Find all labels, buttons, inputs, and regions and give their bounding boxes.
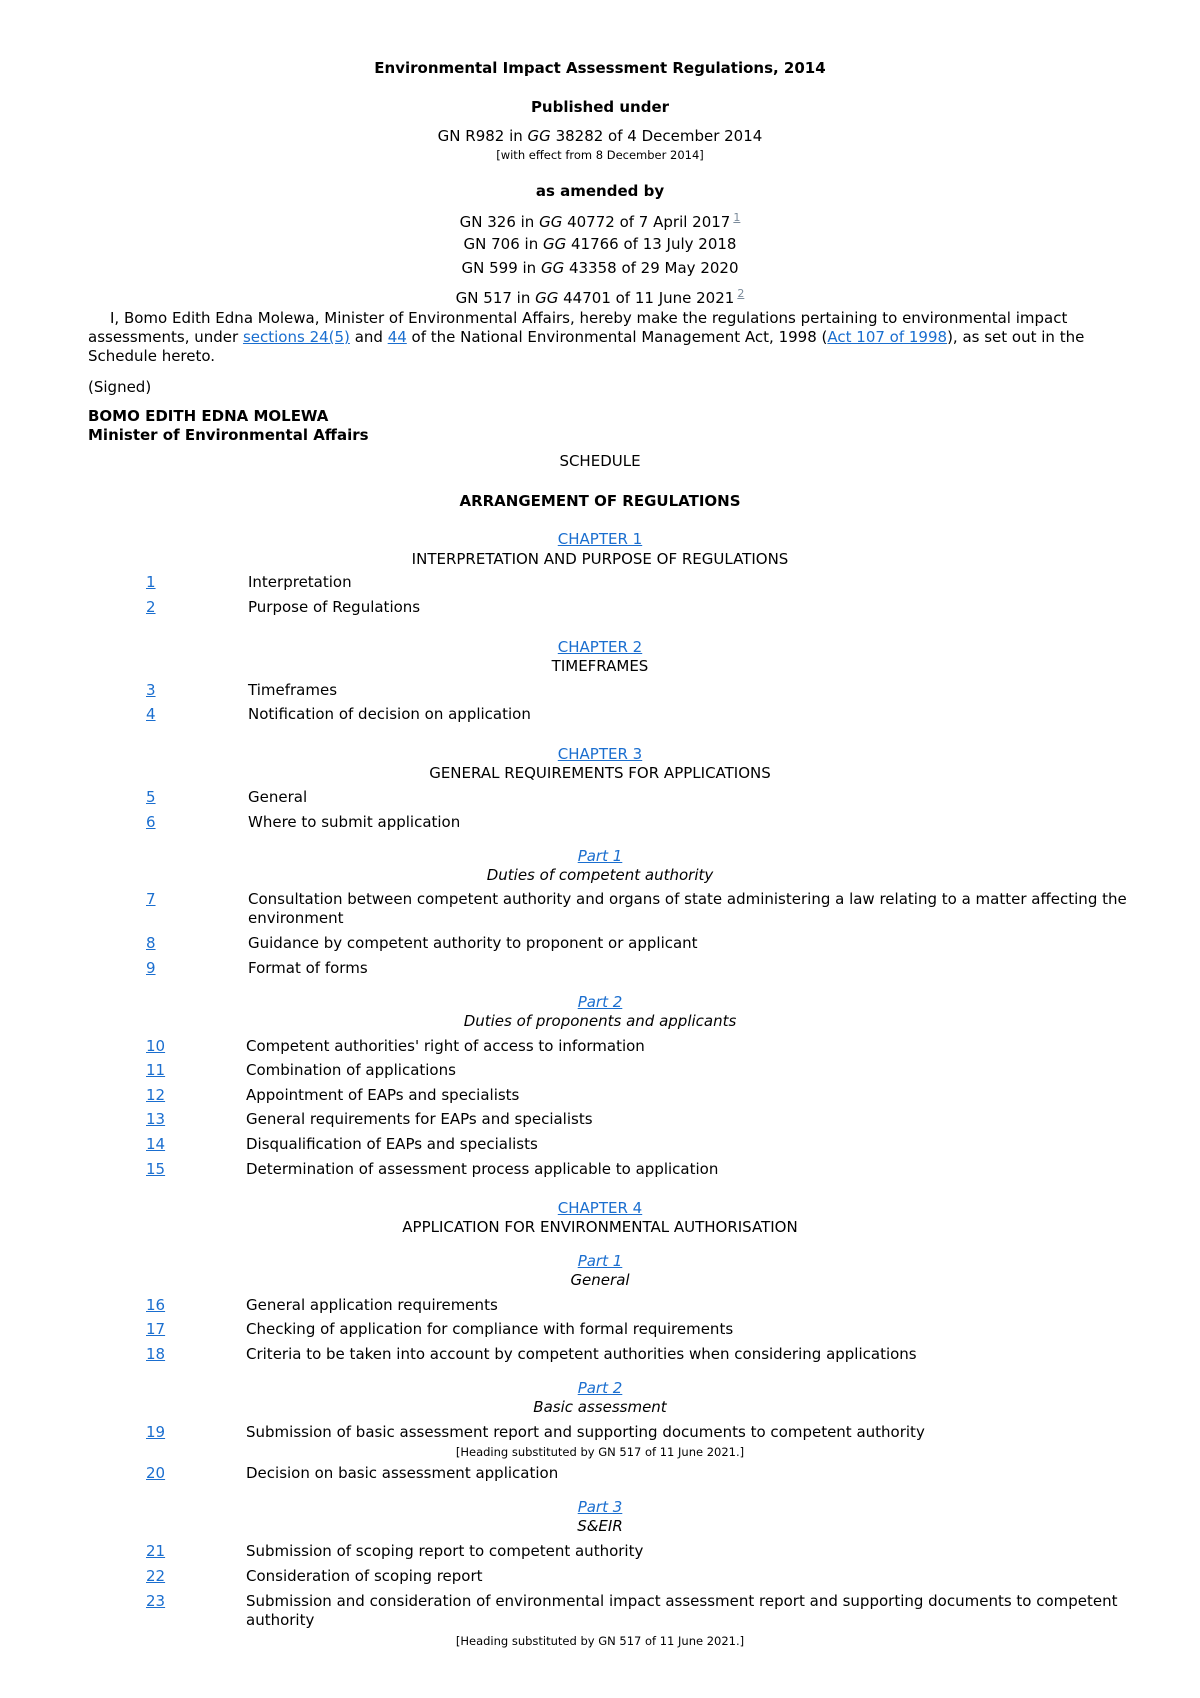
regulation-title: Competent authorities' right of access to information (246, 1037, 645, 1055)
regulation-title: Purpose of Regulations (248, 598, 421, 616)
regulation-title: Combination of applications (246, 1061, 456, 1079)
regulation-18-link[interactable]: 18 (146, 1345, 166, 1363)
signatory-title: Minister of Environmental Affairs (88, 426, 369, 444)
amendment-line: GN 706 in GG 41766 of 13 July 2018 (463, 235, 737, 253)
regulation-title: Submission of scoping report to competent authority (246, 1542, 644, 1560)
chapter-4-part-2-title: Basic assessment (533, 1398, 667, 1416)
toc-row (0, 1592, 1200, 1632)
regulation-title: Where to submit application (248, 813, 461, 831)
toc-row (0, 1086, 1200, 1106)
regulation-22-link[interactable]: 22 (146, 1567, 166, 1585)
amendment-line: GN 326 in GG 40772 of 7 April 2017 $^1$ (459, 211, 741, 231)
section-44-link[interactable]: 44 (387, 328, 407, 346)
amendment-line: GN 517 in GG 44701 of 11 June 2021 $^2$ (455, 287, 745, 307)
toc-row (0, 1135, 1200, 1155)
regulation-title: Guidance by competent authority to proponent or applicant (248, 934, 698, 952)
chapter-4-title: APPLICATION FOR ENVIRONMENTAL AUTHORISATION (402, 1218, 798, 1236)
chapter-1-link[interactable]: CHAPTER 1 (557, 530, 643, 548)
regulation-title: Interpretation (248, 573, 352, 591)
amended-heading: as amended by (535, 182, 665, 200)
regulation-17-link[interactable]: 17 (146, 1320, 166, 1338)
regulation-7-link[interactable]: 7 (146, 890, 156, 908)
regulation-title: Timeframes (248, 681, 338, 699)
regulation-15-link[interactable]: 15 (146, 1160, 166, 1178)
toc-row (0, 959, 1200, 979)
toc-row (0, 1037, 1200, 1057)
toc-row (0, 681, 1200, 701)
regulation-title: Submission of basic assessment report and supporting documents to competent authority (246, 1423, 925, 1441)
chapter-3-link[interactable]: CHAPTER 3 (557, 745, 643, 763)
chapter-3-part-2-title: Duties of proponents and applicants (463, 1012, 737, 1030)
regulation-9-link[interactable]: 9 (146, 959, 156, 977)
chapter-3-part-1-link[interactable]: Part 1 (577, 847, 623, 865)
heading-substitution-note: [Heading substituted by GN 517 of 11 June 2021.] (455, 1634, 745, 1648)
regulation-5-link[interactable]: 5 (146, 788, 156, 806)
regulation-3-link[interactable]: 3 (146, 681, 156, 699)
toc-row (0, 1423, 1200, 1443)
regulation-title: Format of forms (248, 959, 368, 977)
toc-row (0, 1345, 1200, 1365)
regulation-6-link[interactable]: 6 (146, 813, 156, 831)
regulation-11-link[interactable]: 11 (146, 1061, 166, 1079)
toc-row (0, 573, 1200, 593)
regulation-title: Consideration of scoping report (246, 1567, 483, 1585)
act-107-link[interactable]: Act 107 of 1998 (827, 328, 948, 346)
regulation-16-link[interactable]: 16 (146, 1296, 166, 1314)
toc-row (0, 705, 1200, 725)
chapter-4-part-1-title: General (570, 1271, 630, 1289)
regulation-21-link[interactable]: 21 (146, 1542, 166, 1560)
toc-row (0, 934, 1200, 954)
regulation-4-link[interactable]: 4 (146, 705, 156, 723)
toc-row (0, 1296, 1200, 1316)
regulation-10-link[interactable]: 10 (146, 1037, 166, 1055)
chapter-1-title: INTERPRETATION AND PURPOSE OF REGULATIONS (411, 550, 789, 568)
toc-row (0, 1160, 1200, 1180)
chapter-4-part-1-link[interactable]: Part 1 (577, 1252, 623, 1270)
regulation-2-link[interactable]: 2 (146, 598, 156, 616)
published-heading: Published under (530, 98, 670, 116)
chapter-3-part-1-title: Duties of competent authority (486, 866, 714, 884)
toc-row (0, 890, 1200, 930)
toc-row (0, 598, 1200, 618)
regulation-title: Appointment of EAPs and specialists (246, 1086, 520, 1104)
regulation-title: Disqualification of EAPs and specialists (246, 1135, 538, 1153)
regulation-title: General application requirements (246, 1296, 498, 1314)
gazette-line: GN R982 in GG 38282 of 4 December 2014 (437, 127, 763, 145)
regulation-19-link[interactable]: 19 (146, 1423, 166, 1441)
regulation-title: Criteria to be taken into account by competent authorities when considering applications (246, 1345, 917, 1363)
regulation-23-link[interactable]: 23 (146, 1592, 166, 1610)
arrangement-heading: ARRANGEMENT OF REGULATIONS (459, 492, 741, 510)
toc-row (0, 1110, 1200, 1130)
chapter-4-part-3-title: S&EIR (577, 1517, 623, 1535)
regulation-title: General requirements for EAPs and specialists (246, 1110, 593, 1128)
regulation-14-link[interactable]: 14 (146, 1135, 166, 1153)
toc-row (0, 1061, 1200, 1081)
regulation-title: General (248, 788, 308, 806)
preamble-paragraph: I, Bomo Edith Edna Molewa, Minister of Environmental Affairs, hereby make the regulations pertaining to environmental impact assessments, under sections 24(5) and 44 of the National Environmental Management Act, 1998 (Act 107 of 1998), as set out in the Schedule hereto. (88, 309, 1085, 365)
schedule-label: SCHEDULE (559, 452, 641, 470)
regulation-13-link[interactable]: 13 (146, 1110, 166, 1128)
document-title: Environmental Impact Assessment Regulations, 2014 (374, 59, 826, 77)
toc-row (0, 1320, 1200, 1340)
chapter-4-part-2-link[interactable]: Part 2 (577, 1379, 623, 1397)
toc-row (0, 1464, 1200, 1484)
chapter-2-title: TIMEFRAMES (551, 657, 649, 675)
regulation-title: Determination of assessment process applicable to application (246, 1160, 719, 1178)
chapter-2-link[interactable]: CHAPTER 2 (557, 638, 643, 656)
regulation-12-link[interactable]: 12 (146, 1086, 166, 1104)
regulation-1-link[interactable]: 1 (146, 573, 156, 591)
amendment-line: GN 599 in GG 43358 of 29 May 2020 (461, 259, 739, 277)
regulation-20-link[interactable]: 20 (146, 1464, 166, 1482)
toc-row (0, 1542, 1200, 1562)
footnote-link[interactable]: 1 (733, 211, 741, 224)
regulation-title: Consultation between competent authority and organs of state administering a law relating to a matter affecting the environment (248, 890, 1127, 927)
signed-note: (Signed) (88, 378, 152, 396)
regulation-title: Checking of application for compliance with formal requirements (246, 1320, 734, 1338)
regulation-title: Decision on basic assessment application (246, 1464, 559, 1482)
regulation-title: Notification of decision on application (248, 705, 531, 723)
toc-row (0, 1567, 1200, 1587)
heading-substitution-note: [Heading substituted by GN 517 of 11 June 2021.] (455, 1445, 745, 1459)
chapter-3-title: GENERAL REQUIREMENTS FOR APPLICATIONS (429, 764, 771, 782)
signatory-name: BOMO EDITH EDNA MOLEWA (88, 407, 329, 425)
chapter-4-part-3-link[interactable]: Part 3 (577, 1498, 623, 1516)
effect-note: [with effect from 8 December 2014] (496, 148, 704, 162)
footnote-link[interactable]: 2 (737, 287, 745, 300)
toc-row (0, 788, 1200, 808)
chapter-3-part-2-link[interactable]: Part 2 (577, 993, 623, 1011)
sections-24-5-link[interactable]: sections 24(5) (242, 328, 350, 346)
regulation-8-link[interactable]: 8 (146, 934, 156, 952)
regulation-title: Submission and consideration of environmental impact assessment report and supporting documents to competent authority (246, 1592, 1118, 1629)
toc-row (0, 813, 1200, 833)
chapter-4-link[interactable]: CHAPTER 4 (557, 1199, 643, 1217)
